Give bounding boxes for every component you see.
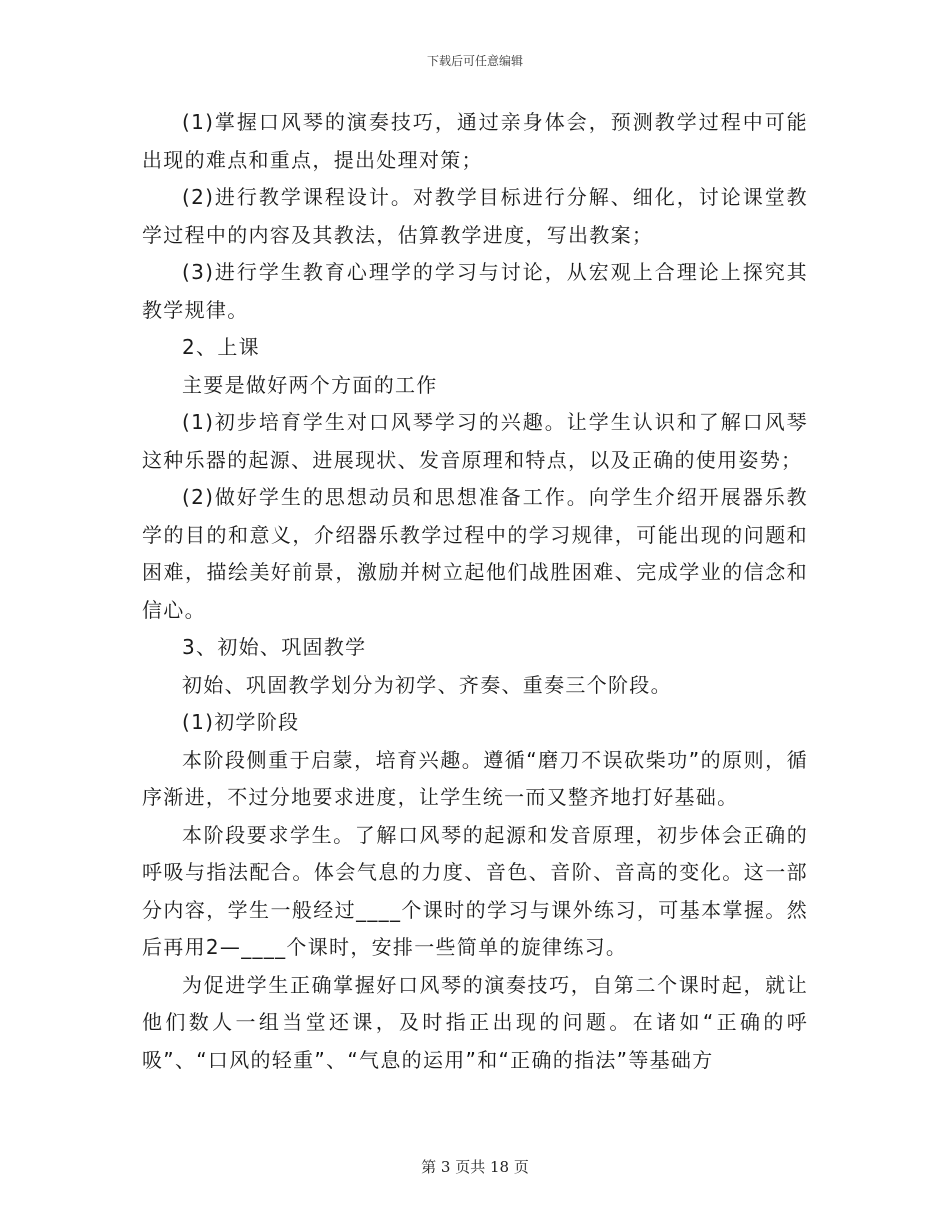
page-footer: 第 3 页共 18 页 — [421, 1158, 529, 1176]
paragraph-4: 主要是做好两个方面的工作 — [182, 372, 438, 397]
paragraph-5: (1)初步培育学生对口风琴学习的兴趣。让学生认识和了解口风琴这种乐器的起源、进展现状、发音原理和特点，以及正确的使用姿势； — [142, 410, 808, 472]
paragraph-2: (2)进行教学课程设计。对教学目标进行分解、细化，讨论课堂教学过程中的内容及其教法，估算教学进度，写出教案； — [142, 185, 808, 247]
paragraph-1: (1)掌握口风琴的演奏技巧，通过亲身体会，预测教学过程中可能出现的难点和重点，提出处理对策； — [142, 110, 808, 172]
paragraph-6: (2)做好学生的思想动员和思想准备工作。向学生介绍开展器乐教学的目的和意义，介绍器乐教学过程中的学习规律，可能出现的问题和困难，描绘美好前景，激励并树立起他们战胜困难、完成学业的信念和信心。 — [142, 485, 808, 622]
subsection-heading-1: (1)初学阶段 — [182, 710, 300, 734]
paragraph-8: 本阶段侧重于启蒙，培育兴趣。遵循“磨刀不误砍柴功”的原则，循序渐进，不过分地要求进度，让学生统一而又整齐地打好基础。 — [142, 747, 808, 809]
paragraph-10: 为促进学生正确掌握好口风琴的演奏技巧，自第二个课时起，就让他们数人一组当堂还课，及时指正出现的问题。在诸如“正确的呼吸”、“口风的轻重”、“气息的运用”和“正确的指法”等基础方 — [142, 972, 808, 1072]
section-heading-3: 3、初始、巩固教学 — [182, 635, 367, 659]
paragraph-7: 初始、巩固教学划分为初学、齐奏、重奏三个阶段。 — [182, 672, 672, 697]
page-header: 下载后可任意编辑 — [426, 54, 523, 68]
paragraph-9: 本阶段要求学生。了解口风琴的起源和发音原理，初步体会正确的呼吸与指法配合。体会气息的力度、音色、音阶、音高的变化。这一部分内容，学生一般经过____个课时的学习与课外练习，可基本掌握。然后再用2—____个课时，安排一些简单的旋律练习。 — [142, 822, 808, 959]
section-heading-2: 2、上课 — [182, 335, 260, 359]
paragraph-3: (3)进行学生教育心理学的学习与讨论，从宏观上合理论上探究其教学规律。 — [142, 260, 808, 322]
document-body — [142, 104, 808, 1079]
